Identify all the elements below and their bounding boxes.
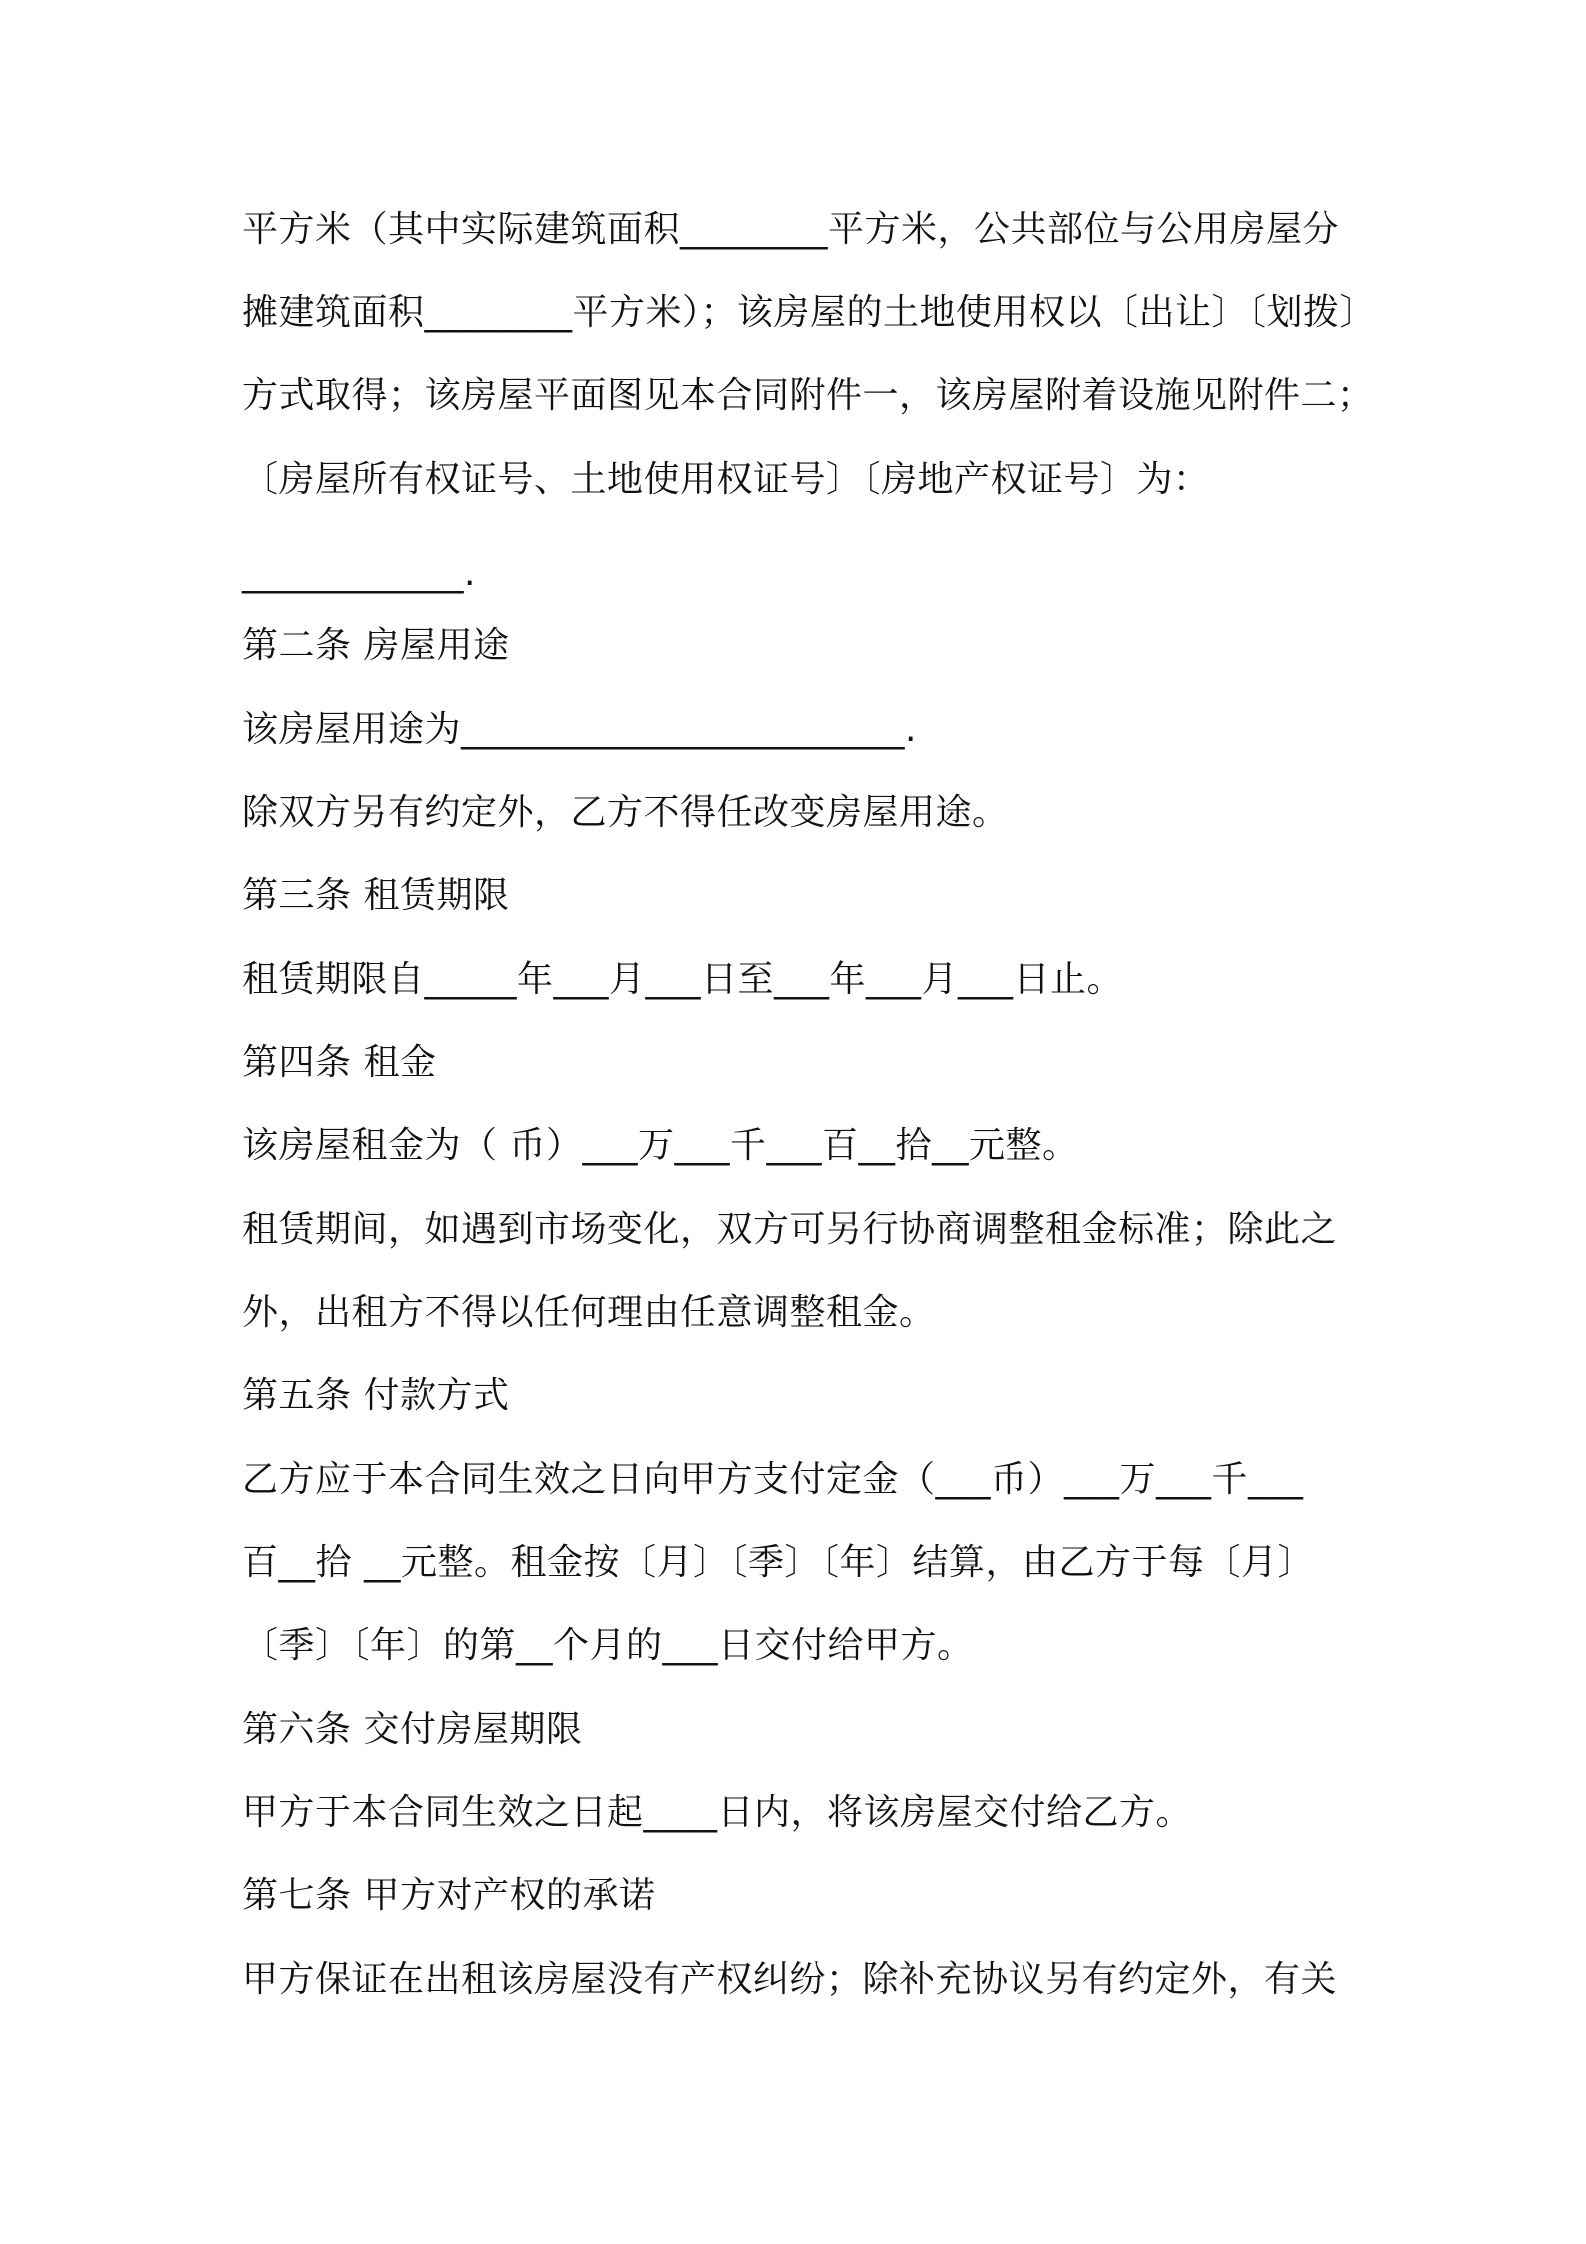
- text-line: 百__拾 __元整。租金按〔月〕〔季〕〔年〕结算，由乙方于每〔月〕: [242, 1542, 1314, 1583]
- text-line: 该房屋租金为（ 币）___万___千___百__拾__元整。: [242, 1125, 1079, 1166]
- text-line: 〔季〕〔年〕的第__个月的___日交付给甲方。: [242, 1625, 974, 1666]
- section-heading: 第六条 交付房屋期限: [242, 1709, 583, 1750]
- section-heading: 第三条 租赁期限: [242, 875, 510, 916]
- section-heading: 第四条 租金: [242, 1042, 437, 1083]
- text-line: 除双方另有约定外，乙方不得任改变房屋用途。: [242, 792, 1009, 833]
- section-heading: 第七条 甲方对产权的承诺: [242, 1875, 656, 1916]
- text-line: 平方米（其中实际建筑面积________平方米，公共部位与公用房屋分: [242, 209, 1340, 250]
- text-line: 乙方应于本合同生效之日向甲方支付定金（___币）___万___千___: [242, 1459, 1304, 1500]
- text-line: 〔房屋所有权证号、土地使用权证号〕〔房地产权证号〕为：: [242, 459, 1210, 500]
- text-line: 甲方于本合同生效之日起____日内，将该房屋交付给乙方。: [242, 1792, 1193, 1833]
- section-heading: 第五条 付款方式: [242, 1375, 510, 1416]
- text-line: 租赁期限自_____年___月___日至___年___月___日止。: [242, 959, 1124, 1000]
- text-line: 方式取得；该房屋平面图见本合同附件一，该房屋附着设施见附件二；: [242, 375, 1374, 416]
- text-line: 租赁期间，如遇到市场变化，双方可另行协商调整租金标准；除此之: [242, 1209, 1338, 1250]
- section-heading: 第二条 房屋用途: [242, 625, 510, 666]
- text-line: 甲方保证在出租该房屋没有产权纠纷；除补充协议另有约定外，有关: [242, 1959, 1338, 2000]
- text-line: 外，出租方不得以任何理由任意调整租金。: [242, 1292, 936, 1333]
- text-line: ____________.: [242, 553, 476, 594]
- text-line: 摊建筑面积________平方米）；该房屋的土地使用权以〔出让〕〔划拨〕: [242, 292, 1377, 333]
- text-line: 该房屋用途为________________________.: [242, 709, 917, 750]
